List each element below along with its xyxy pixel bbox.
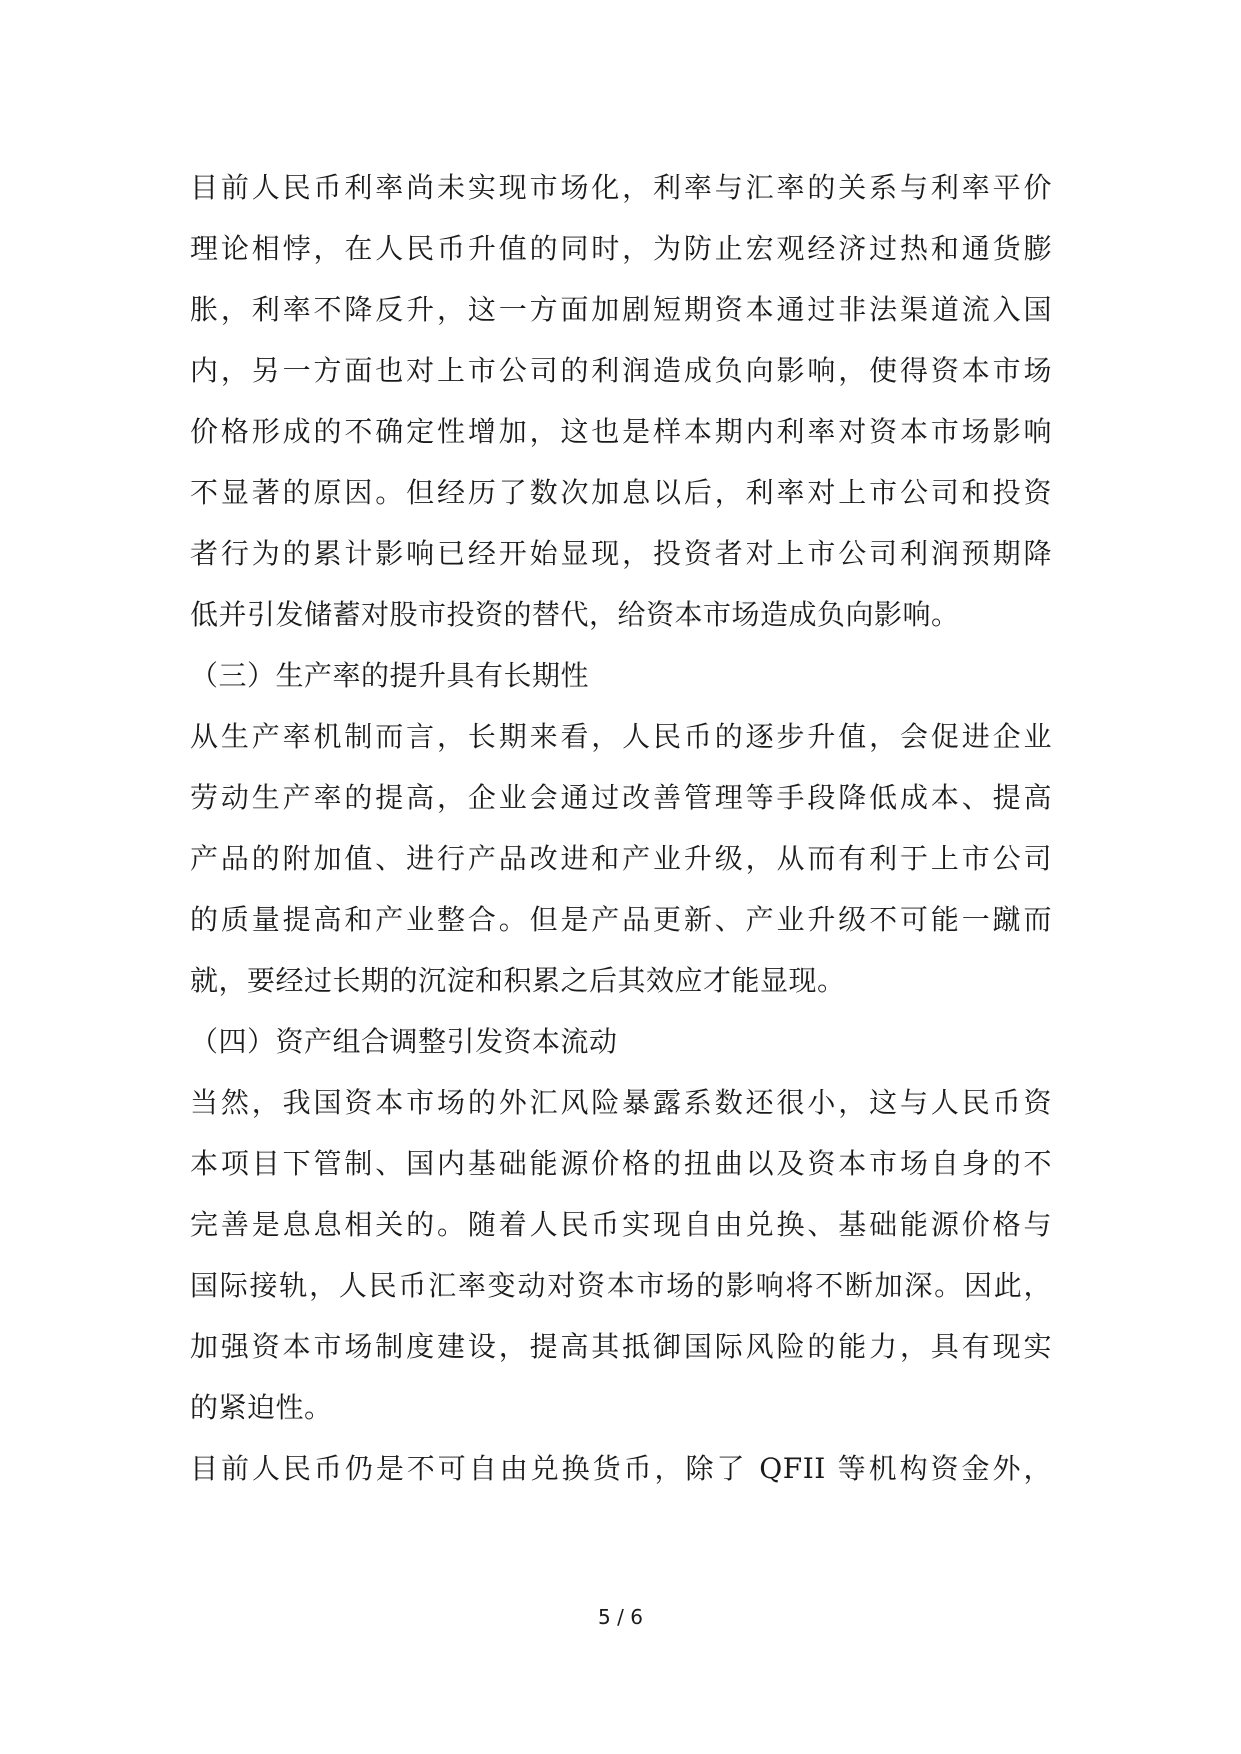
page-number: 5 / 6 xyxy=(598,1605,643,1629)
paragraph-line: 的紧迫性。 xyxy=(190,1391,333,1424)
document-body xyxy=(190,157,1052,1499)
paragraph-line: 就，要经过长期的沉淀和积累之后其效应才能显现。 xyxy=(190,964,846,997)
paragraph-line: 不显著的原因。但经历了数次加息以后，利率对上市公司和投资 xyxy=(190,476,1052,509)
paragraph-line: 的质量提高和产业整合。但是产品更新、产业升级不可能一蹴而 xyxy=(190,903,1052,936)
paragraph-line: 从生产率机制而言，长期来看，人民币的逐步升值，会促进企业 xyxy=(190,720,1052,753)
paragraph-line: 产品的附加值、进行产品改进和产业升级，从而有利于上市公司 xyxy=(190,842,1052,875)
paragraph-line: 胀，利率不降反升，这一方面加剧短期资本通过非法渠道流入国 xyxy=(190,293,1052,326)
paragraph-line: 目前人民币仍是不可自由兑换货币，除了 QFII 等机构资金外， xyxy=(190,1452,1052,1485)
paragraph-line: 者行为的累计影响已经开始显现，投资者对上市公司利润预期降 xyxy=(190,537,1052,570)
paragraph-line: 加强资本市场制度建设，提高其抵御国际风险的能力，具有现实 xyxy=(190,1330,1052,1363)
paragraph-line: 低并引发储蓄对股市投资的替代，给资本市场造成负向影响。 xyxy=(190,598,960,631)
paragraph-line: 完善是息息相关的。随着人民币实现自由兑换、基础能源价格与 xyxy=(190,1208,1052,1241)
paragraph-line: 国际接轨，人民币汇率变动对资本市场的影响将不断加深。因此， xyxy=(190,1269,1052,1302)
section-heading: （三）生产率的提升具有长期性 xyxy=(190,659,590,692)
paragraph-line: 价格形成的不确定性增加，这也是样本期内利率对资本市场影响 xyxy=(190,415,1052,448)
paragraph-line: 当然，我国资本市场的外汇风险暴露系数还很小，这与人民币资 xyxy=(190,1086,1052,1119)
paragraph-line: 理论相悖，在人民币升值的同时，为防止宏观经济过热和通货膨 xyxy=(190,232,1052,265)
paragraph-line: 目前人民币利率尚未实现市场化，利率与汇率的关系与利率平价 xyxy=(190,171,1052,204)
paragraph-line: 内，另一方面也对上市公司的利润造成负向影响，使得资本市场 xyxy=(190,354,1052,387)
paragraph-line: 劳动生产率的提高，企业会通过改善管理等手段降低成本、提高 xyxy=(190,781,1052,814)
paragraph-line: 本项目下管制、国内基础能源价格的扭曲以及资本市场自身的不 xyxy=(190,1147,1052,1180)
section-heading: （四）资产组合调整引发资本流动 xyxy=(190,1025,618,1058)
